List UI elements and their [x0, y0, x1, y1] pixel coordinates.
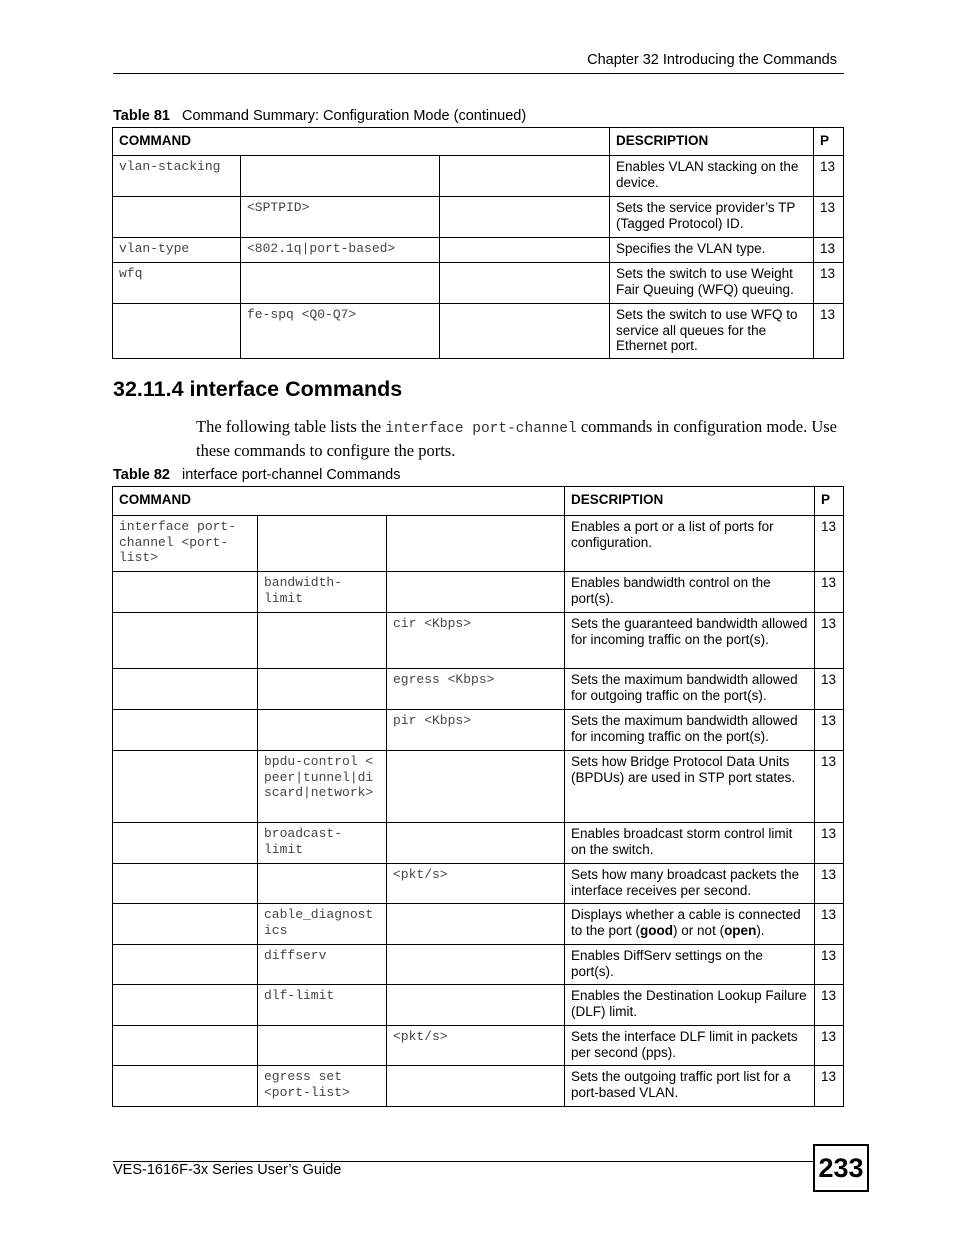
command-cell: [258, 1026, 387, 1066]
p-cell: 13: [814, 197, 844, 238]
description-cell: Sets the maximum bandwidth allowed for outgoing traffic on the port(s).: [565, 669, 815, 710]
table-row: [113, 904, 844, 945]
description-cell: Sets the switch to use Weight Fair Queuing (WFQ) queuing.: [610, 263, 814, 304]
description-cell: Sets the service provider’s TP (Tagged Protocol) ID.: [610, 197, 814, 238]
col-header-description: DESCRIPTION: [610, 128, 814, 156]
table-row: [113, 197, 844, 238]
command-cell: fe-spq <Q0-Q7>: [241, 304, 440, 359]
table-row: [113, 238, 844, 263]
col-header-p: P: [815, 487, 844, 516]
table-row: [113, 823, 844, 864]
command-cell: pir <Kbps>: [387, 710, 565, 751]
command-cell: [241, 263, 440, 304]
description-text: ).: [756, 922, 765, 938]
description-cell: Enables VLAN stacking on the device.: [610, 156, 814, 197]
intro-code: interface port-channel: [385, 421, 577, 437]
description-cell: Enables bandwidth control on the port(s).: [565, 572, 815, 613]
p-cell: 13: [815, 613, 844, 669]
command-cell: [241, 156, 440, 197]
command-cell: bandwidth-limit: [258, 572, 387, 613]
command-cell: [387, 1066, 565, 1107]
command-cell: [113, 751, 258, 823]
table-82-label: Table 82: [113, 467, 170, 483]
p-cell: 13: [815, 669, 844, 710]
table-row: [113, 263, 844, 304]
command-cell: interface port-channel <port-list>: [113, 516, 258, 572]
description-cell: Sets how Bridge Protocol Data Units (BPDUs) are used in STP port states.: [565, 751, 815, 823]
description-cell: Enables broadcast storm control limit on the switch.: [565, 823, 815, 864]
description-bold: good: [640, 922, 674, 938]
p-cell: 13: [815, 904, 844, 945]
command-cell: [113, 613, 258, 669]
description-cell: Sets the guaranteed bandwidth allowed for incoming traffic on the port(s).: [565, 613, 815, 669]
command-cell: <802.1q|port-based>: [241, 238, 440, 263]
command-cell: [113, 985, 258, 1026]
p-cell: 13: [815, 823, 844, 864]
command-cell: [387, 572, 565, 613]
table-82-caption: [113, 467, 400, 483]
table-81-title: Command Summary: Configuration Mode (continued): [182, 108, 527, 124]
command-cell: [113, 1066, 258, 1107]
p-cell: 13: [815, 710, 844, 751]
command-cell: [113, 710, 258, 751]
description-cell: Sets the interface DLF limit in packets per second (pps).: [565, 1026, 815, 1066]
command-cell: [387, 823, 565, 864]
description-cell: Sets how many broadcast packets the interface receives per second.: [565, 864, 815, 904]
command-cell: [440, 238, 610, 263]
table-81-label: Table 81: [113, 108, 170, 124]
command-cell: <SPTPID>: [241, 197, 440, 238]
command-cell: broadcast-limit: [258, 823, 387, 864]
command-cell: diffserv: [258, 945, 387, 985]
table-row: [113, 864, 844, 904]
command-cell: [387, 985, 565, 1026]
description-text: ) or not (: [673, 922, 725, 938]
command-cell: <pkt/s>: [387, 1026, 565, 1066]
command-cell: [258, 864, 387, 904]
description-cell: Sets the maximum bandwidth allowed for incoming traffic on the port(s).: [565, 710, 815, 751]
table-row: [113, 669, 844, 710]
table-82: [112, 486, 844, 1107]
table-82-title: interface port-channel Commands: [182, 467, 401, 483]
col-header-command: COMMAND: [113, 487, 565, 516]
description-text: Displays whether a cable is connected to the port (: [571, 907, 801, 938]
p-cell: 13: [815, 516, 844, 572]
command-cell: [258, 710, 387, 751]
command-cell: bpdu-control <peer|tunnel|discard|network>: [258, 751, 387, 823]
description-cell: Enables the Destination Lookup Failure (DLF) limit.: [565, 985, 815, 1026]
command-cell: vlan-type: [113, 238, 241, 263]
table-row: [113, 1066, 844, 1107]
header-rule: [113, 73, 844, 74]
command-cell: cable_diagnostics: [258, 904, 387, 945]
command-cell: cir <Kbps>: [387, 613, 565, 669]
table-row: [113, 751, 844, 823]
description-cell: Sets the switch to use WFQ to service all queues for the Ethernet port.: [610, 304, 814, 359]
command-cell: [113, 864, 258, 904]
command-cell: <pkt/s>: [387, 864, 565, 904]
p-cell: 13: [815, 1066, 844, 1107]
table-row: [113, 572, 844, 613]
page-number: 233: [813, 1144, 869, 1192]
p-cell: 13: [814, 156, 844, 197]
intro-text: commands in configuration mode. Use these commands to configure the ports.: [196, 417, 837, 460]
command-cell: [258, 516, 387, 572]
guide-title: VES-1616F-3x Series User’s Guide: [113, 1162, 342, 1178]
p-cell: 13: [815, 1026, 844, 1066]
description-bold: open: [724, 922, 757, 938]
description-cell: Sets the outgoing traffic port list for a port-based VLAN.: [565, 1066, 815, 1107]
command-cell: [258, 669, 387, 710]
p-cell: 13: [814, 238, 844, 263]
command-cell: [440, 197, 610, 238]
description-cell: Enables DiffServ settings on the port(s).: [565, 945, 815, 985]
command-cell: [113, 197, 241, 238]
p-cell: 13: [814, 304, 844, 359]
command-cell: [113, 1026, 258, 1066]
command-cell: [113, 823, 258, 864]
col-header-p: P: [814, 128, 844, 156]
p-cell: 13: [815, 751, 844, 823]
command-cell: vlan-stacking: [113, 156, 241, 197]
description-cell: [565, 904, 815, 945]
p-cell: 13: [815, 572, 844, 613]
command-cell: egress <Kbps>: [387, 669, 565, 710]
command-cell: egress set <port-list>: [258, 1066, 387, 1107]
command-cell: [387, 904, 565, 945]
command-cell: [258, 613, 387, 669]
col-header-command: COMMAND: [113, 128, 610, 156]
table-row: [113, 304, 844, 359]
col-header-description: DESCRIPTION: [565, 487, 815, 516]
table-row: [113, 945, 844, 985]
command-cell: wfq: [113, 263, 241, 304]
table-81-caption: [113, 108, 526, 124]
command-cell: [113, 904, 258, 945]
command-cell: [387, 751, 565, 823]
command-cell: [440, 304, 610, 359]
command-cell: [387, 945, 565, 985]
chapter-header: Chapter 32 Introducing the Commands: [587, 52, 837, 68]
p-cell: 13: [815, 864, 844, 904]
intro-paragraph: [196, 416, 846, 461]
table-row: [113, 1026, 844, 1066]
table-row: [113, 710, 844, 751]
command-cell: [440, 156, 610, 197]
command-cell: [113, 945, 258, 985]
table-81: [112, 127, 844, 359]
description-cell: Specifies the VLAN type.: [610, 238, 814, 263]
command-cell: dlf-limit: [258, 985, 387, 1026]
intro-text: The following table lists the: [196, 417, 386, 436]
command-cell: [113, 669, 258, 710]
table-row: [113, 516, 844, 572]
p-cell: 13: [815, 945, 844, 985]
table-row: [113, 613, 844, 669]
command-cell: [440, 263, 610, 304]
command-cell: [113, 572, 258, 613]
table-row: [113, 156, 844, 197]
section-title: 32.11.4 interface Commands: [113, 377, 403, 401]
command-cell: [387, 516, 565, 572]
description-cell: Enables a port or a list of ports for configuration.: [565, 516, 815, 572]
table-row: [113, 985, 844, 1026]
command-cell: [113, 304, 241, 359]
p-cell: 13: [815, 985, 844, 1026]
p-cell: 13: [814, 263, 844, 304]
